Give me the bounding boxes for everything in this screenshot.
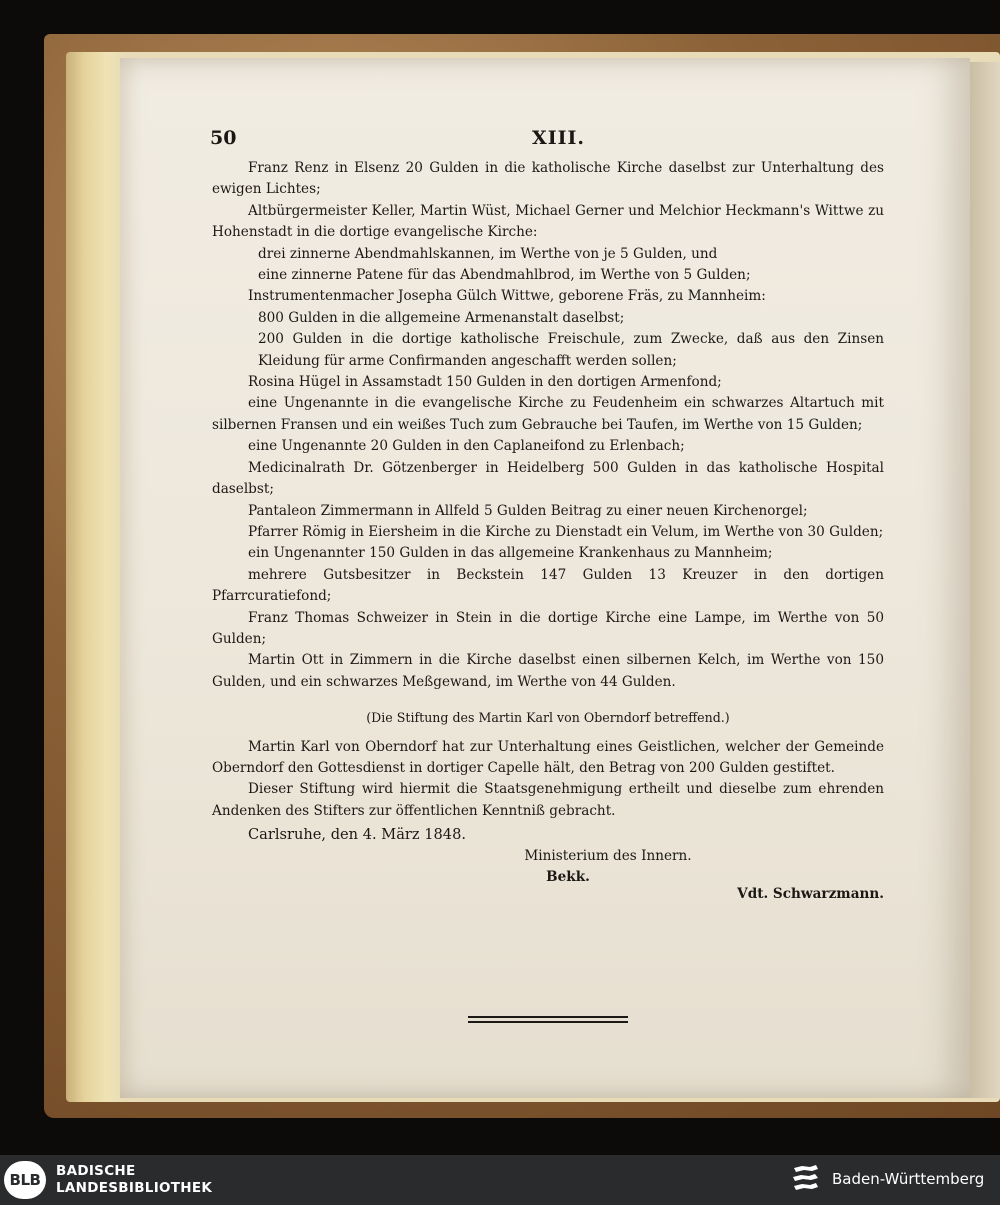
library-name-line-2: LANDESBIBLIOTHEK (56, 1180, 213, 1196)
facing-page-edge (968, 62, 1000, 1098)
paragraph: Pantaleon Zimmermann in Allfeld 5 Gulden Beitrag zu einer neuen Kirchenorgel; (248, 502, 808, 519)
paragraph: Martin Karl von Oberndorf hat zur Unterhaltung eines Geistlichen, welcher der Gemeinde Oberndorf den Gottesdienst in dortiger Capelle hält, den Betrag von 200 Gulden gestiftet. (212, 738, 884, 776)
paragraph: Bekk. (546, 869, 590, 885)
blb-logo[interactable]: BLB (4, 1161, 46, 1199)
paragraph: Instrumentenmacher Josepha Gülch Wittwe, geborene Fräs, zu Mannheim: (248, 288, 766, 305)
library-name[interactable] (56, 1163, 212, 1197)
paragraph: Franz Thomas Schweizer in Stein in die dortige Kirche eine Lampe, im Werthe von 50 Gulden; (212, 609, 884, 647)
partner-name[interactable]: Baden-Württemberg (832, 1170, 985, 1188)
paragraph: ein Ungenannter 150 Gulden in das allgemeine Krankenhaus zu Mannheim; (248, 545, 773, 562)
paragraph: Pfarrer Römig in Eiersheim in die Kirche zu Dienstadt ein Velum, im Werthe von 30 Gulden; (248, 523, 884, 540)
paragraph: eine Ungenannte 20 Gulden in den Caplaneifond zu Erlenbach; (248, 438, 685, 455)
paragraph: 800 Gulden in die allgemeine Armenanstalt daselbst; (258, 309, 625, 326)
paragraph: Carlsruhe, den 4. März 1848. (248, 826, 466, 844)
paragraph: Rosina Hügel in Assamstadt 150 Gulden in den dortigen Armenfond; (248, 374, 722, 391)
paragraph: Martin Ott in Zimmern in die Kirche daselbst einen silbernen Kelch, im Werthe von 150 Gulden, und ein schwarzes Meßgewand, im Werthe von 44 Gulden. (212, 652, 884, 690)
page-text (212, 158, 884, 906)
paragraph: Vdt. Schwarzmann. (737, 886, 884, 903)
paragraph: Medicinalrath Dr. Götzenberger in Heidelberg 500 Gulden in das katholische Hospital daselbst; (212, 459, 884, 498)
paragraph: Franz Renz in Elsenz 20 Gulden in die katholische Kirche daselbst zur Unterhaltung des ewigen Lichtes; (212, 160, 884, 198)
lions-emblem-icon (790, 1164, 822, 1196)
paragraph: 200 Gulden in die dortige katholische Freischule, zum Zwecke, daß aus den Zinsen Kleidung für arme Confirmanden angeschafft werden sollen; (258, 331, 884, 369)
paragraph: mehrere Gutsbesitzer in Beckstein 147 Gulden 13 Kreuzer in den dortigen Pfarrcuratiefond; (212, 566, 884, 605)
footer-bar (0, 1155, 1000, 1205)
paragraph: Dieser Stiftung wird hiermit die Staatsgenehmigung ertheilt und dieselbe zum ehrenden Andenken des Stifters zur öffentlichen Kenntniß gebracht. (212, 781, 884, 819)
paragraph: eine zinnerne Patene für das Abendmahlbrod, im Werthe von 5 Gulden; (258, 267, 751, 284)
closing-rule (468, 1016, 628, 1018)
paragraph: eine Ungenannte in die evangelische Kirche zu Feudenheim ein schwarzes Altartuch mit silbernen Fransen und ein weißes Tuch zum Gebrauche bei Taufen, im Werthe von 15 Gulden; (212, 395, 884, 433)
library-name-line-1: BADISCHE (56, 1163, 136, 1179)
closing-rule (468, 1021, 628, 1023)
paragraph: drei zinnerne Abendmahlskannen, im Werthe von je 5 Gulden, und (258, 245, 718, 262)
paragraph: (Die Stiftung des Martin Karl von Oberndorf betreffend.) (366, 710, 730, 726)
paragraph: Altbürgermeister Keller, Martin Wüst, Michael Gerner und Melchior Heckmann's Wittwe zu Hohenstadt in die dortige evangelische Kirche: (212, 202, 884, 241)
page-number: 50 (210, 127, 237, 149)
paragraph: Ministerium des Innern. (524, 847, 692, 864)
section-heading: XIII. (532, 127, 586, 149)
